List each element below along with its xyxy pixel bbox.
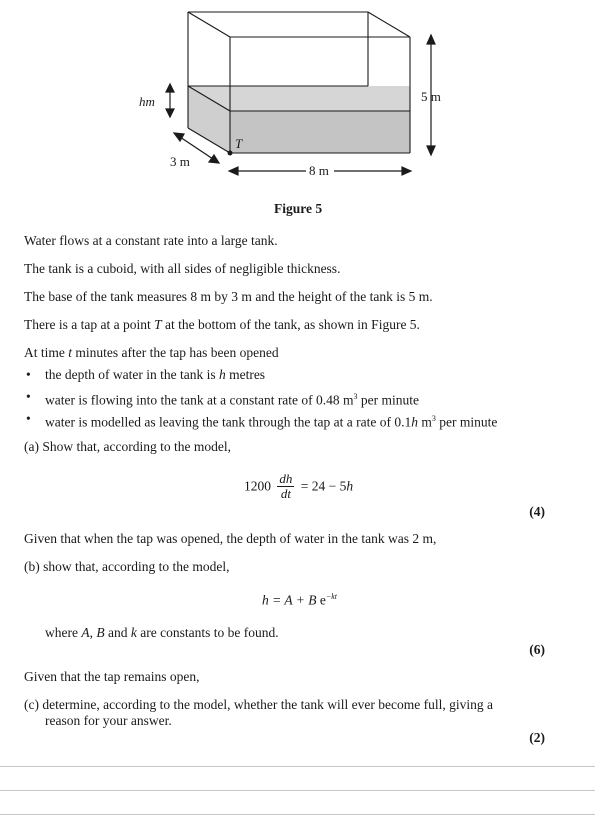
figure-caption: Figure 5: [274, 201, 323, 216]
bullet-item-2: water is flowing into the tank at a constant rate of 0.48 $m^3$ per minute: [45, 392, 420, 408]
marks-a: (4): [529, 504, 545, 519]
bullet-item-3: water is modelled as leaving the tank through the tap at a rate of 0.1h $m^3$ per minute: [45, 414, 498, 430]
paragraph-3: The base of the tank measures 8 m by 3 m and the height of the tank is 5 m.: [24, 289, 433, 304]
answer-line: [0, 790, 595, 791]
label-5m: 5 m: [421, 89, 441, 104]
answer-line: [0, 766, 595, 767]
equation-2: h = A + B $e^{-kt}$: [262, 592, 338, 608]
tap-point: [228, 151, 233, 156]
bullet-item-1: the depth of water in the tank is h metres: [45, 367, 266, 382]
answer-line: [0, 814, 595, 815]
h-arrow: [166, 84, 174, 117]
paragraph-5: At time t minutes after the tap has been opened: [24, 345, 279, 360]
paragraph-2: The tank is a cuboid, with all sides of negligible thickness.: [24, 261, 341, 276]
bullet-marker: •: [26, 411, 31, 426]
tank-figure: [0, 0, 595, 200]
question-c-line-2: reason for your answer.: [45, 713, 172, 728]
paragraph-4: There is a tap at a point T at the bottom of the tank, as shown in Figure 5.: [24, 317, 420, 332]
marks-b: (6): [529, 642, 545, 657]
question-a: (a) Show that, according to the model,: [24, 439, 231, 454]
label-8m: 8 m: [309, 163, 329, 178]
label-3m: 3 m: [170, 154, 190, 169]
paragraph-1: Water flows at a constant rate into a large tank.: [24, 233, 278, 248]
given-1: Given that when the tap was opened, the depth of water in the tank was 2 m,: [24, 531, 437, 546]
question-c-line-1: (c) determine, according to the model, whether the tank will ever become full, giving a: [24, 697, 493, 712]
bullet-marker: •: [26, 367, 31, 382]
bullet-marker: •: [26, 389, 31, 404]
question-b: (b) show that, according to the model,: [24, 559, 230, 574]
where-constants: where A, B and k are constants to be found.: [45, 625, 279, 640]
marks-c: (2): [529, 730, 545, 745]
water-front-face: [230, 111, 410, 153]
label-T: T: [235, 136, 243, 151]
equation-1: 1200 $\frac{dh}{dt}$ = 24 − 5h: [244, 471, 354, 501]
given-2: Given that the tap remains open,: [24, 669, 200, 684]
label-h: hm: [139, 94, 155, 109]
